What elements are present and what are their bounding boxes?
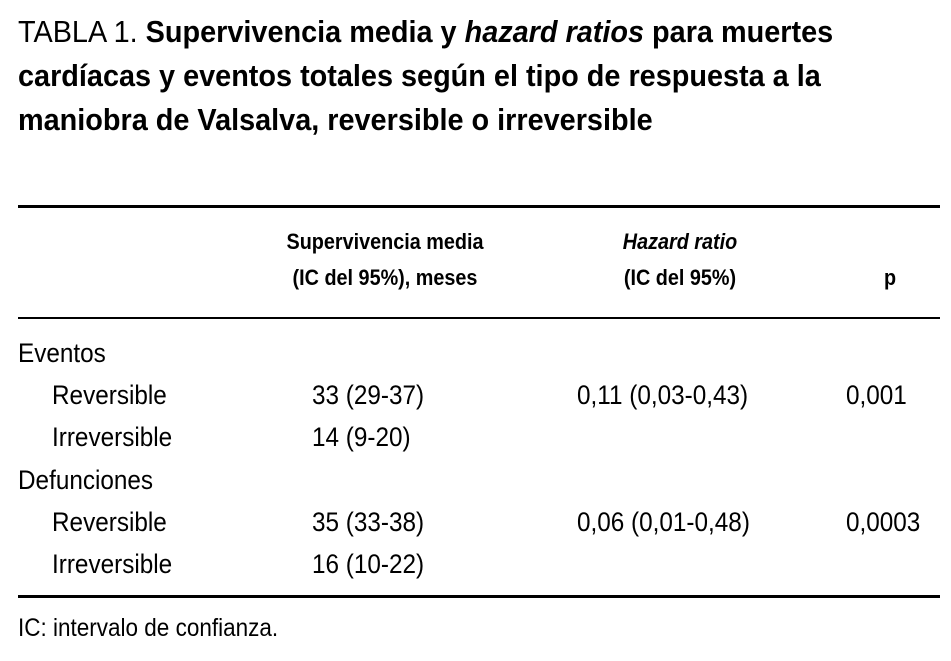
table-footnote: IC: intervalo de confianza.: [18, 614, 279, 642]
table-number: TABLA 1.: [18, 14, 138, 49]
title-text-part-2: para muertes cardíacas y eventos totales según el tipo de respuesta a la maniobra de Valsalva, reversible o irreversible: [18, 14, 834, 137]
header-survival-line1: Supervivencia media: [286, 229, 484, 254]
header-hr-line2: (IC del 95%): [623, 265, 737, 290]
cell-p-value: 0,001: [846, 380, 907, 410]
cell-survival: 35 (33-38): [312, 507, 425, 537]
group-label-eventos: Eventos: [18, 338, 106, 368]
row-label: Reversible: [52, 507, 167, 537]
cell-survival: 16 (10-22): [312, 549, 425, 579]
cell-p-value: 0,0003: [846, 507, 921, 537]
cell-hazard-ratio: 0,06 (0,01-0,48): [577, 507, 750, 537]
header-hr-line1: Hazard ratio: [622, 229, 738, 254]
header-survival: [246, 224, 525, 296]
table-title: [18, 10, 878, 142]
row-label: Irreversible: [52, 422, 173, 452]
cell-hazard-ratio: 0,11 (0,03-0,43): [577, 380, 749, 410]
bottom-rule: [18, 595, 940, 598]
header-hazard-ratio: [572, 224, 788, 296]
cell-survival: 14 (9-20): [312, 422, 411, 452]
title-text-part-1: Supervivencia media y: [145, 14, 457, 49]
header-p: p: [883, 265, 897, 290]
row-label: Irreversible: [52, 549, 173, 579]
group-label-defunciones: Defunciones: [18, 465, 154, 495]
header-survival-line2: (IC del 95%), meses: [292, 265, 478, 290]
row-label: Reversible: [52, 380, 167, 410]
cell-survival: 33 (29-37): [312, 380, 425, 410]
top-rule: [18, 205, 940, 208]
title-text-italic: hazard ratios: [464, 14, 645, 49]
header-rule: [18, 317, 940, 319]
